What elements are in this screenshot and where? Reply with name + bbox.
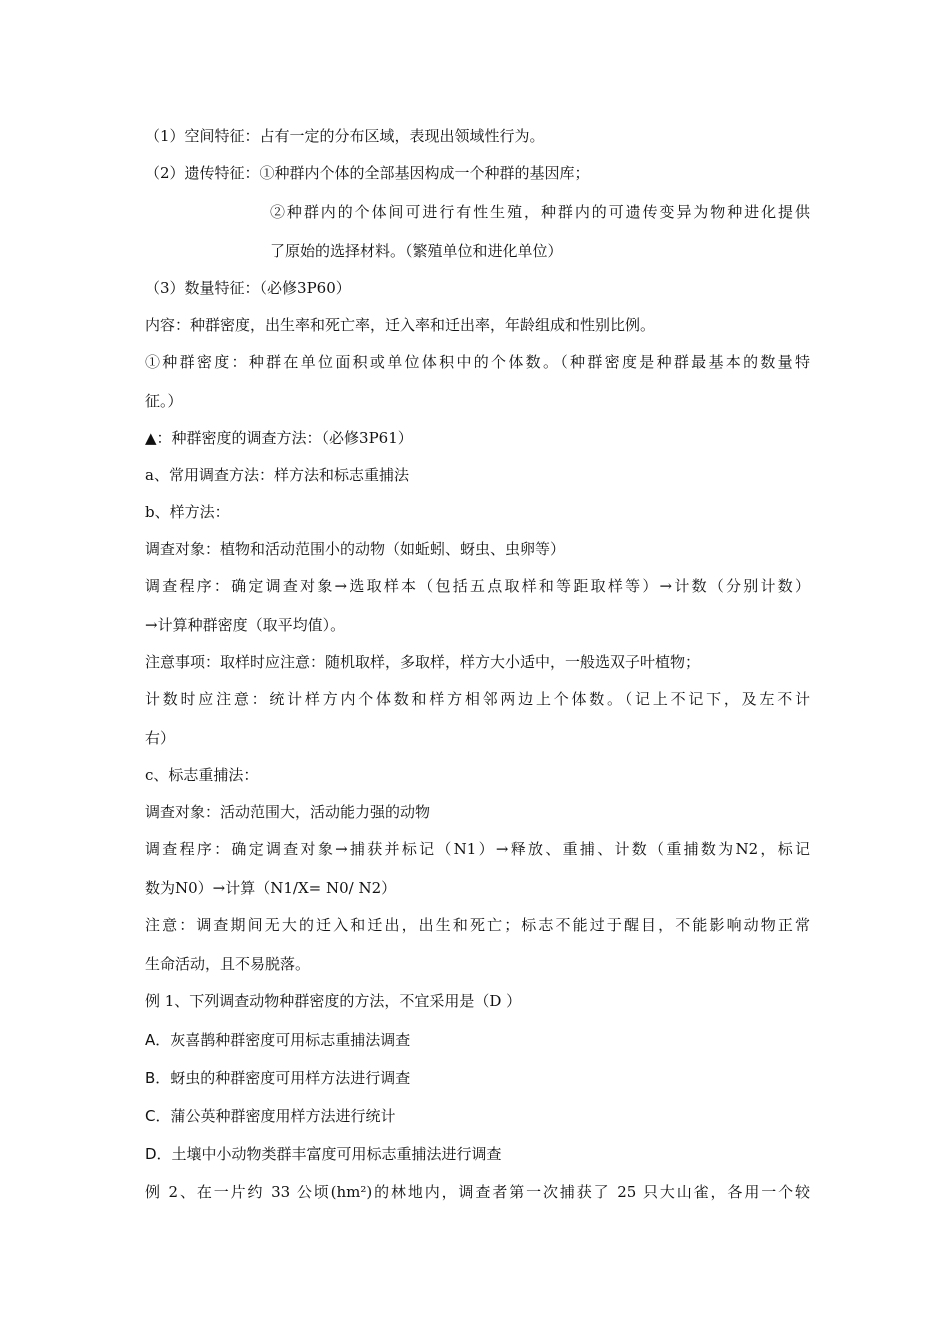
mark-recapture-notes-line: 注意：调查期间无大的迁入和迁出，出生和死亡；标志不能过于醒目，不能影响动物正常 xyxy=(145,916,810,934)
quadrat-method-heading: b、样方法： xyxy=(145,503,230,521)
quadrat-subject-line: 调查对象：植物和活动范围小的动物（如蚯蚓、蚜虫、虫卵等） xyxy=(145,540,566,558)
common-methods-line: a、常用调查方法：样方法和标志重捕法 xyxy=(145,466,409,484)
genetic-feature-line-2: ②种群内的个体间可进行有性生殖，种群内的可遗传变异为物种进化提供 xyxy=(270,203,810,221)
mark-recapture-notes-line-2: 生命活动，且不易脱落。 xyxy=(145,955,311,973)
genetic-feature-line-3: 了原始的选择材料。（繁殖单位和进化单位） xyxy=(270,242,563,260)
quadrat-counting-line: 计数时应注意：统计样方内个体数和样方相邻两边上个体数。（记上不记下，及左不计 xyxy=(145,690,810,708)
quantity-feature-heading: （3）数量特征：（必修3P60） xyxy=(145,279,351,297)
quadrat-notes-line: 注意事项：取样时应注意：随机取样，多取样，样方大小适中，一般选双子叶植物； xyxy=(145,653,701,671)
content-line: 内容：种群密度，出生率和死亡率，迁入率和迁出率，年龄组成和性别比例。 xyxy=(145,316,656,334)
example-1-question: 例 1、下列调查动物种群密度的方法，不宜采用是（D ） xyxy=(145,992,522,1010)
quadrat-procedure-line-2: →计算种群密度（取平均值）。 xyxy=(145,616,346,634)
quadrat-counting-line-2: 右） xyxy=(145,729,176,747)
mark-recapture-procedure-line-2: 数为N0）→计算（N1/X= N0/ N2） xyxy=(145,879,397,897)
population-density-line-2: 征。） xyxy=(145,392,183,410)
mark-recapture-procedure-line: 调查程序：确定调查对象→捕获并标记（N1）→释放、重捕、计数（重捕数为N2，标记 xyxy=(145,840,810,858)
mark-recapture-heading: c、标志重捕法： xyxy=(145,766,259,784)
example-2-question: 例 2、在一片约 33 公顷(hm²)的林地内，调查者第一次捕获了 25 只大山雀，各用一个较 xyxy=(145,1183,810,1201)
example-1-option-d: D．土壤中小动物类群丰富度可用标志重捕法进行调查 xyxy=(145,1145,502,1163)
quadrat-procedure-line: 调查程序：确定调查对象→选取样本（包括五点取样和等距取样等）→计数（分别计数） xyxy=(145,577,810,595)
example-1-option-b: B．蚜虫的种群密度可用样方法进行调查 xyxy=(145,1069,411,1087)
example-1-option-c: C．蒲公英种群密度用样方法进行统计 xyxy=(145,1107,396,1125)
example-1-option-a: A．灰喜鹊种群密度可用标志重捕法调查 xyxy=(145,1031,411,1049)
spatial-feature-line: （1）空间特征：占有一定的分布区域，表现出领域性行为。 xyxy=(145,127,545,145)
population-density-line: ①种群密度：种群在单位面积或单位体积中的个体数。（种群密度是种群最基本的数量特 xyxy=(145,353,810,371)
survey-methods-heading: ▲：种群密度的调查方法：（必修3P61） xyxy=(145,429,413,447)
mark-recapture-subject-line: 调查对象：活动范围大，活动能力强的动物 xyxy=(145,803,431,821)
genetic-feature-line: （2）遗传特征：①种群内个体的全部基因构成一个种群的基因库； xyxy=(145,164,590,182)
